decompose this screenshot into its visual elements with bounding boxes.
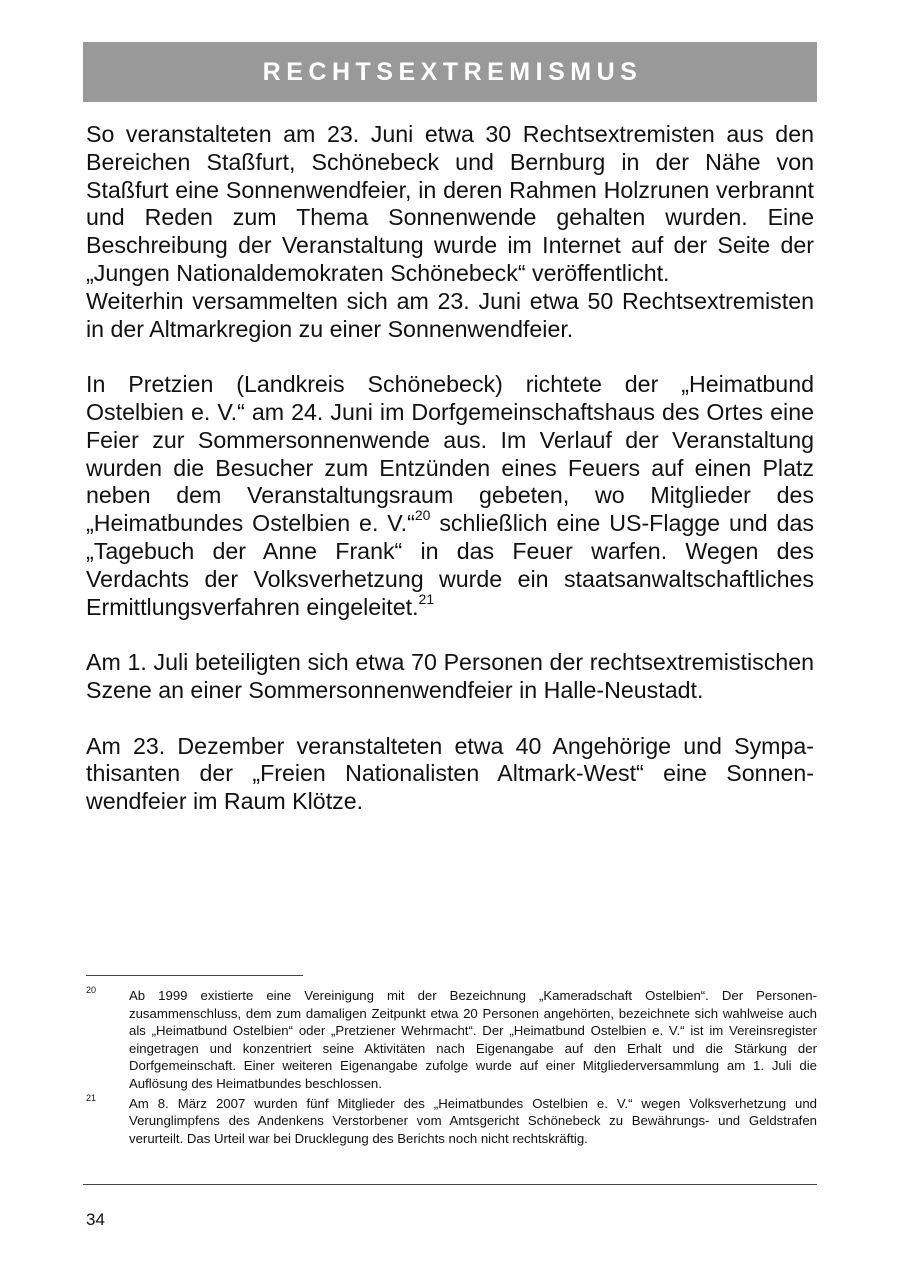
footnote-number: 21 [86,1092,97,1103]
page-number: 34 [86,1210,105,1229]
paragraph: Weiterhin versammelten sich am 23. Juni etwa 50 Rechtsextremisten in der Altmarkregion zu einer Sonnenwendfeier. [86,287,814,342]
footnote-text: Ab 1999 existierte eine Vereinigung mit der Bezeichnung „Kameradschaft Ostelbien“. Der Personenzusammenschluss, dem zum damaligen Zeitpunkt etwa 20 Personen angehörten, bezeichnete sich wahlweise auch als „Heimatbund Ostelbien“ oder „Pretziener Wehrmacht“. Der „Heimatbund Ostelbien e. V.“ ist im Vereinsregister eingetragen und konzentriert seine Aktivitäten nach Eigenangabe auf den Erhalt und die Stärkung der Dorfgemeinschaft. Einer weiteren Eigenangabe zufolge wurde auf einer Mitgliederversammlung am 1. Juli die Auflösung des Heimatbundes beschlossen. [129,988,817,1091]
section-header-bar [83,42,817,102]
footnote-number: 20 [86,985,97,995]
footnote [86,987,817,1093]
paragraph-text: schließlich eine US-Flagge und das „Tagebuch der Anne Frank“ in das Feuer warfen. Wegen des Verdachts der Volksverhetzung wurde ein staatsanwaltschaftliches Ermittlungsverfahren eingeleitet. [86,510,814,620]
footnote-reference: 21 [418,590,435,607]
footnote-separator [86,975,303,976]
page-footer-rule [83,1184,817,1185]
footnote-text: Am 8. März 2007 wurden fünf Mitglieder des „Heimatbundes Ostelbien e. V.“ wegen Volksverhetzung und Verunglimpfens des Andenkens Verstorbener vom Amtsgericht Schönebeck zu Bewährungs- und Geldstrafen verurteilt. Das Urteil war bei Drucklegung des Berichts noch nicht rechtskräftig. [129,1095,817,1146]
paragraph-text: In Pretzien (Landkreis Schönebeck) richtete der „Heimatbund Ostelbien e. V.“ am 24. Juni im Dorfgemeinschaftshaus des Ortes eine Feier zur Sommersonnenwende aus. Im Verlauf der Veranstaltung wurden die Besucher zum Entzünden eines Feuers auf einen Platz neben dem Veranstaltungsraum gebeten, wo Mitglieder des „Heimatbundes Ostelbien e. V.“ [86,371,814,537]
footnote [86,1092,817,1148]
footnote-reference: 20 [414,507,431,524]
paragraph: Am 23. Dezember veranstalteten etwa 40 Angehörige und Sympathisanten der „Freien Nationalisten Altmark-West“ eine Sonnenwendfeier im Raum Klötze. [86,732,814,815]
section-title: RECHTSEXTREMISMUS [262,57,643,86]
footnotes [86,987,817,1149]
paragraph [86,371,814,621]
body-text [86,121,814,816]
paragraph: Am 1. Juli beteiligten sich etwa 70 Personen der rechtsextremistischen Szene an einer Sommersonnenwendfeier in Halle-Neustadt. [86,649,814,703]
paragraph: So veranstalteten am 23. Juni etwa 30 Rechtsextremisten aus den Bereichen Staßfurt, Schönebeck und Bernburg in der Nähe von Staßfurt eine Sonnenwendfeier, in deren Rahmen Holzrunen verbrannt und Reden zum Thema Sonnenwende gehalten wurden. Eine Beschreibung der Veranstaltung wurde im Internet auf der Seite der „Jungen Nationaldemokraten Schönebeck“ veröffentlicht. [86,121,814,286]
